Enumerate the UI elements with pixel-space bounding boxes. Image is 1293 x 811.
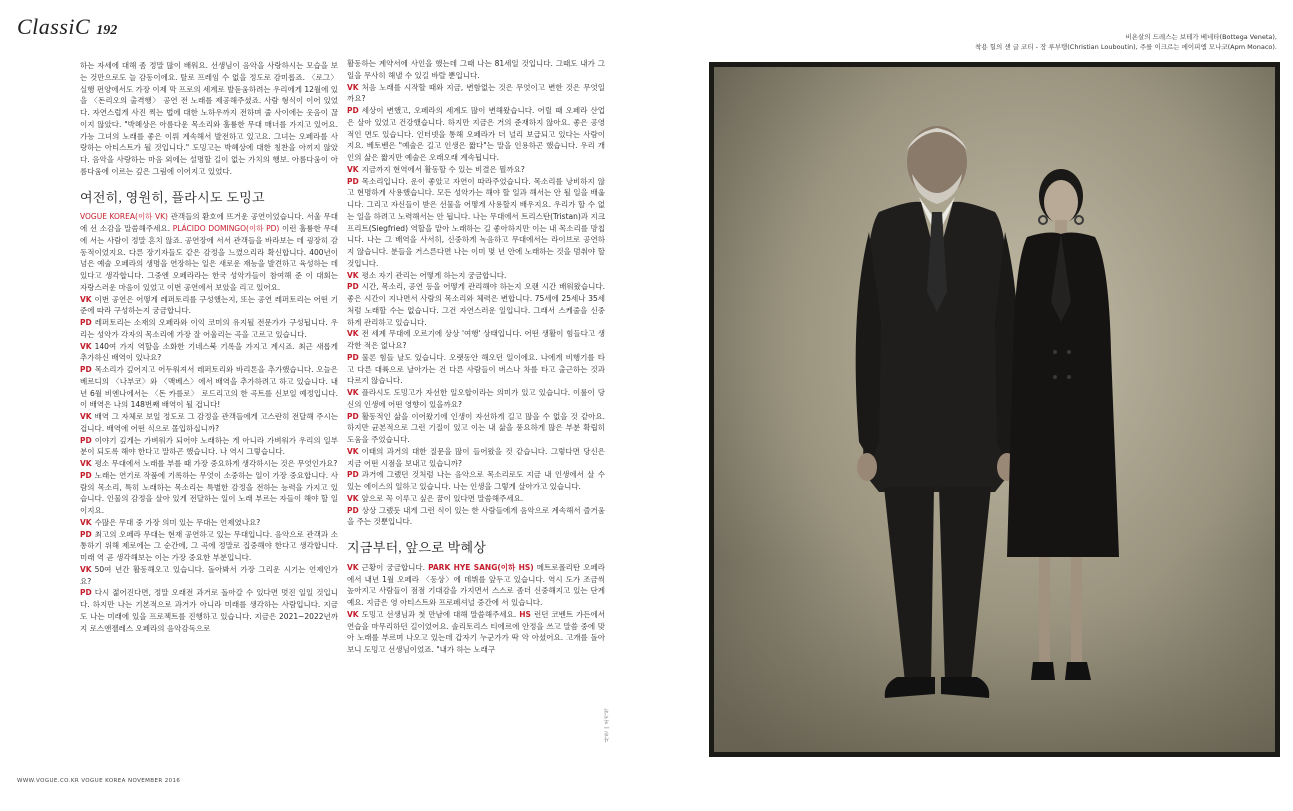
- page-number: 192: [96, 23, 118, 38]
- qa-text: 다시 젊어진다면, 정말 오래전 과거로 돌아갈 수 있다면 멋진 일일 것입니다. 하지만 나는 기본적으로 과거가 아니라 미래를 생각하는 사람입니다. 지금도 나는 미래에 있을 프로젝트를 진행하고 있습니다. 지금은 2021~2022년까지 로스앤젤레스 오페라의 음악감독으로: [80, 588, 338, 633]
- qa-paragraph: [347, 164, 605, 176]
- speaker-tag: VK: [347, 609, 359, 619]
- qa-list: [347, 82, 605, 529]
- speaker-tag: VK: [347, 82, 359, 92]
- answer-text: 메트로폴리탄 오페라에서 내년 1월 오페라 〈동상〉에 데뷔를 앞두고 있습니다. 역시 도가 조금씩 높아지고 사람들이 점점 기대감을 가지면서 스스로 좀더 신중해지고 있는 단계예요. 지금은 영 아티스트와 프로페셔널 중간에 서 있습니다.: [347, 562, 605, 607]
- qa-paragraph: [80, 564, 338, 588]
- qa-paragraph: [80, 317, 338, 341]
- speaker-tag: VK: [347, 388, 359, 397]
- speaker-tag: VK: [80, 517, 92, 527]
- speaker-tag: PD: [80, 435, 92, 445]
- qa-text: 140여 가지 역할을 소화한 기네스북 기록을 가지고 계시죠. 최근 새롭게 추가하신 배역이 있나요?: [80, 341, 338, 363]
- photo-caption: [917, 32, 1277, 52]
- qa-text: 배역 그 자체로 보일 정도로 그 감정을 관객들에게 고스란히 전달해 주시는 겁니다. 배역에 어떤 식으로 몰입하십니까?: [80, 412, 338, 433]
- qa-paragraph: [347, 270, 605, 282]
- qa-paragraph: [347, 281, 605, 328]
- speaker-tag: PD: [80, 470, 92, 480]
- speaker-tag: HS: [519, 609, 531, 619]
- page-footer: WWW.VOGUE.CO.KR VOGUE KOREA NOVEMBER 2016: [17, 778, 181, 784]
- section-title: ClassiC: [17, 14, 91, 39]
- qa-text: 도밍고 선생님과 첫 만남에 대해 말씀해주세요.: [361, 609, 517, 619]
- qa-text: 평소 무대에서 노래를 부를 때 가장 중요하게 생각하시는 것은 무엇인가요?: [94, 459, 338, 468]
- qa-list: [80, 294, 338, 635]
- qa-text: 50여 년간 활동해오고 있습니다. 돌아봐서 가장 그리운 시기는 언제인가요?: [80, 564, 338, 586]
- qa-paragraph: [347, 446, 605, 470]
- qa-text: 시간, 목소리, 공연 등을 어떻게 관리해야 하는지 오랜 시간 배워왔습니다. 좋은 시간이 지나면서 사람의 목소리와 체력은 변합니다. 75세에 25세나 35세처럼 노래할 수는 없습니다. 그건 자연스러운 일입니다. 그래서 스케줄을 신중하게 관리하고 있습니다.: [347, 282, 605, 327]
- speaker-tag: PD: [347, 106, 359, 115]
- section-heading: 지금부터, 앞으로 박혜상: [347, 540, 487, 555]
- qa-paragraph: [347, 82, 605, 106]
- qa-list: [347, 562, 605, 656]
- speaker-tag: PD: [347, 411, 359, 421]
- qa-paragraph: [347, 328, 605, 352]
- qa-text: 플라시도 도밍고가 자선한 일오합이라는 의미가 있고 있습니다. 이룰이 당신의 인생에 어떤 영향이 있을까요?: [347, 388, 605, 409]
- speaker-tag: VK: [80, 341, 92, 351]
- article-column-1: [80, 60, 338, 634]
- qa-paragraph: [347, 352, 605, 387]
- speaker-tag: VK: [80, 412, 92, 421]
- speaker-tag: VK: [80, 294, 92, 304]
- section-heading: 여전히, 영원히, 플라시도 도밍고: [80, 189, 265, 205]
- qa-text: 평소 자기 관리는 어떻게 하는지 궁금합니다.: [361, 270, 507, 280]
- intro-paragraph: 하는 자세에 대해 좀 정말 많이 배워요. 선생님이 음악을 사랑하시는 모습을 보는 것만으로도 늘 감동이에요. 탈로 프레임 수 없을 정도로 감미롭죠. 〈로그〉 실행 펀양에서도 가장 이제 막 프로의 세계로 발돋움하려는 우리에게 12월에 있을 〈돈리오의 출격행〉 공연 전 노래를 제공해주셨죠. 사람 형식이 이어 있었다. 자연스럽게 사진 찍는 법에 대한 노하우까지 전하며 줄 사이에는 웃음이 끊이지 않았다. "박혜상은 아름다운 목소리와 훌륭한 무대 매너를 가지고 있어요. 가능 그녀의 노래를 좋은 이뤄 계속해서 발전하고 있고요. 그녀는 오페라를 사랑하는 아티스트가 될 것입니다." 도밍고는 박혜상에 대한 칭찬을 아끼지 않았다. 음악을 사랑하는 마음 외에는 설명할 길이 없는 가치의 행보. 아름다움이 아름다움에 이르는 깊은 그림에 이어지고 있었다.: [80, 61, 338, 176]
- speaker-tag: VK: [347, 562, 359, 572]
- speaker-tag: PD: [347, 470, 359, 480]
- qa-paragraph: [80, 341, 338, 365]
- qa-paragraph: [80, 470, 338, 517]
- speaker-tag: VK: [80, 459, 92, 468]
- qa-paragraph: [80, 435, 338, 459]
- speaker-tag: PD: [80, 365, 92, 374]
- qa-paragraph: [347, 609, 605, 656]
- qa-paragraph: [347, 562, 605, 609]
- speaker-tag: VK: [347, 446, 359, 456]
- qa-text: 레퍼토리는 소재의 오페라와 이익 코미의 유지될 전문가가 구성됩니다. 우리는 성악가 각자의 목소리에 가장 잘 어울리는 곡을 고르고 있습니다.: [80, 318, 338, 339]
- qa-paragraph: [347, 493, 605, 505]
- qa-text: 처음 노래를 시작할 때와 지금, 변함없는 것은 무엇이고 변한 것은 무엇일까요?: [347, 82, 605, 104]
- qa-paragraph: [347, 387, 605, 411]
- qa-text: 활동적인 삶을 이어왔기에 인생이 자선하게 길고 많을 수 없을 것 같아요. 하지만 균본적으로 그런 기질이 있고 이는 내 삶을 풍요하게 많은 부분 확립히 도움을 주었습니다.: [347, 411, 605, 444]
- speaker-tag: VK: [347, 164, 359, 174]
- photo-credit: 사진 | 조기석: [604, 708, 610, 742]
- speaker-tag: VK: [347, 493, 359, 503]
- qa-text: 앞으로 꼭 이루고 싶은 꿈이 있다면 말씀해주세요.: [361, 493, 524, 503]
- qa-paragraph: [347, 176, 605, 270]
- answer-text: 런던 코벤트 가든에서 연습을 마무리하던 길이었어요. 솔리토리스 티에르에 안정을 쓰고 말씀 중에 맞아 노래를 부르며 나오고 있는데 갑자기 누군가가 딱 악 아셨어요. 고개를 돌아보니 도밍고 선생님이었죠. "내가 하는 노래구: [347, 609, 605, 654]
- speaker-tag: VOGUE KOREA(이하 VK): [80, 212, 168, 222]
- speaker-tag: VK: [347, 329, 359, 339]
- speaker-tag: PARK HYE SANG(이하 HS): [428, 562, 534, 572]
- qa-text: 물론 힘들 날도 있습니다. 오랫동안 해오던 일이에요. 나에게 비행기를 타고 다른 대륙으로 날아가는 건 다른 사람들이 버스나 차를 타고 출근하는 것과 다르지 않습니다.: [347, 352, 605, 386]
- lead-paragraph: [80, 211, 338, 293]
- speaker-tag: PD: [347, 505, 359, 515]
- qa-paragraph: [80, 517, 338, 529]
- speaker-tag: PD: [347, 352, 359, 362]
- intro-paragraph: 활동하는 계약서에 사인을 했는데 그때 나는 81세일 것입니다. 그때도 내가 그 일을 무사히 해낼 수 있길 바랄 뿐입니다.: [347, 59, 605, 80]
- article-column-2: [347, 58, 605, 656]
- speaker-tag: VK: [347, 270, 359, 280]
- qa-text: 과거에 그랬던 것처럼 나는 음악으로 목소리로도 지금 내 인생에서 살 수 있는 에이스의 일하고 있습니다. 나는 인생을 그렇게 살아가고 있습니다.: [347, 470, 605, 491]
- speaker-tag: PD: [347, 282, 359, 292]
- speaker-tag: PD: [347, 176, 359, 186]
- qa-text: 세상이 변했고, 오페라의 세계도 많이 변해왔습니다. 어릴 때 오페라 산업은 살아 있었고 건강했습니다. 하지만 지금은 거의 준재하지 않아요. 좋은 공영적인 면도 있습니다. 인터넷을 통해 오페라가 더 널리 보급되고 있다는 사람이지요. 베토벤은 "예술은 길고 인생은 짧다"는 말을 인용하곤 했습니다. 우리 개인의 삶은 짧지만 예술은 오래오래 계속됩니다.: [347, 106, 605, 162]
- speaker-tag: PD: [80, 529, 92, 539]
- qa-paragraph: [80, 294, 338, 318]
- qa-text: 전 세계 무대에 오르기에 상상 '여행' 상태입니다. 어떤 생활이 힘들다고 생각한 적은 없나요?: [347, 329, 605, 350]
- speaker-tag: PD: [80, 318, 92, 327]
- qa-text: 이태의 과거의 대한 질문을 많이 들어왔을 것 같습니다. 그렇다면 당신은 지금 어떤 시점을 보내고 있습니까?: [347, 446, 605, 468]
- qa-text: 목소리입니다. 운이 좋았고 자연이 따라주었습니다. 목소리를 낭비하지 않고 현명하게 사용했습니다. 모든 성악가는 해야 할 일과 해서는 안 될 일을 배웁니다. 그리고 자신들이 받은 선물을 어떻게 사용할지 배우지요. 우리가 할 수 없는 일을 하려고 노력해서는 안 됩니다. 나는 무대에서 트리스탄(Tristan)과 지크프리트(Siegfried) 역할을 맡아 노래하는 길 좋아하지만 이는 내 목소리를 망칩니다. 나는 그 배역을 사서히, 신중하게 녹음하고 무대에서는 라이브로 공연하지 않습니다. 분들을 거스른다면 나는 이미 몇 년 안에 노래하는 것을 멈춰야 할 것입니다.: [347, 176, 605, 268]
- page-header: [17, 14, 117, 40]
- caption-line: 비욘살의 드레스는 보테가 베네타(Bottega Veneta),: [1125, 33, 1277, 41]
- portrait-illustration: [709, 62, 1280, 757]
- qa-paragraph: [80, 458, 338, 470]
- qa-paragraph: [347, 105, 605, 164]
- qa-text: 상상 그랬듯 내게 그런 식이 있는 한 사람들에게 음악으로 계속해서 즐거움을 주는 것뿐입니다.: [347, 505, 605, 527]
- qa-paragraph: [80, 411, 338, 435]
- qa-paragraph: [80, 587, 338, 634]
- qa-paragraph: [347, 505, 605, 529]
- qa-text: 수많은 무대 중 가장 의미 있는 무대는 언제였나요?: [94, 517, 261, 527]
- qa-text: 근황이 궁금합니다.: [361, 562, 426, 572]
- qa-text: 이번 공연은 어떻게 레퍼토리를 구성했는지, 또는 공연 레퍼토리는 어떤 기준에 따라 구성하는지 궁금합니다.: [80, 294, 338, 316]
- answer-text: 이런 훌륭한 무대에 서는 사람이 정말 흔치 않죠. 공연장에 서서 관객들을 바라보는 데 굉장히 감동적이었지요. 다른 장기자들도 같은 감정을 느꼈으리라 확신합니다. 400년이 넘은 예술 오페라의 생명을 연장하는 일은 새로운 재능을 발견하고 육성하는 데 있다고 생각합니다. 그중엔 오페라라는 한국 성악가들이 참여해 준 이 대회는 자랑스러운 마음이 있었고 이번 공연에서 보았을 리고 있어요.: [80, 224, 338, 292]
- qa-text: 이야기 깊게는 가벼워가 되어야 노래하는 게 아니라 가벼워가 우리의 일부분이 되도록 해야 한다고 말하곤 했습니다. 나 역시 그렇습니다.: [80, 435, 338, 457]
- speaker-tag: PD: [80, 588, 92, 598]
- caption-line: 착용 힐의 샌 글 코티 - 장 루부탱(Christian Louboutin), 주를 이크르는 에이피엠 모나코(Apm Monaco).: [975, 43, 1277, 51]
- question-text: 관객들의 환호에 뜨거운 공연이었습니다. 서울 무대에 선 소감을 말씀해주세요.: [80, 212, 339, 233]
- qa-text: 최고의 오페라 무대는 현재 공연하고 있는 무대입니다. 음악으로 관객과 소통하기 위해 제로에는 그 순간에, 그 곡에 정말로 집중해야 한다고 생각합니다. 미래 역 곧 생각해보는 이는 가장 중요한 부분입니다.: [80, 529, 338, 562]
- qa-paragraph: [347, 411, 605, 446]
- qa-paragraph: [80, 364, 338, 411]
- speaker-tag: VK: [80, 564, 92, 574]
- qa-text: 목소리가 깊어지고 어두워져서 레퍼토리와 바리톤을 추가했습니다. 오늘은 베르디의 〈나부코〉와 〈맥베스〉에서 배역을 추가하려고 하고 있습니다. 내년 6월 비엔나에서는 〈돈 카를로〉 로드리고의 한 곡트를 신보일 예정입니다. 이 배역은 나의 148번째 배역이 될 겁니다!: [80, 365, 338, 410]
- qa-text: 지금까지 현역에서 활동할 수 있는 비결은 뭘까요?: [361, 164, 525, 174]
- qa-paragraph: [80, 529, 338, 564]
- qa-text: 노래는 연기로 작품에 기록하는 무엇이 소중하는 일이 가장 중요합니다. 사람의 목소리, 특히 노래하는 목소리는 특별한 감정을 전하는 능력을 가지고 있습니다. 인물의 감정을 살아 있게 전달하는 일이 노래 부르는 자들이 해야 할 일이지요.: [80, 470, 338, 515]
- qa-paragraph: [347, 469, 605, 493]
- speaker-tag: PLÁCIDO DOMINGO(이하 PD): [172, 224, 280, 233]
- portrait-photo: [709, 62, 1280, 757]
